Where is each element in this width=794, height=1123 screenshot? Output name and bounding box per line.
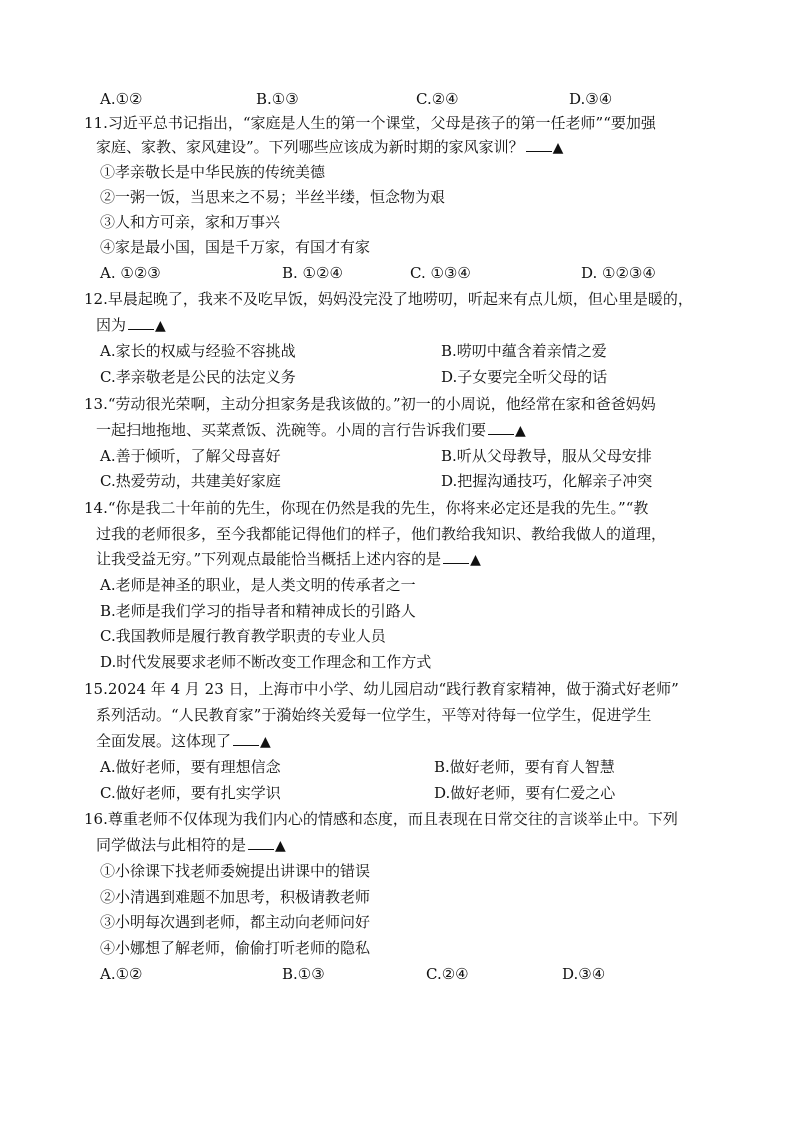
previous-question-options xyxy=(0,87,794,111)
option-a: A. ①②③ xyxy=(100,264,161,282)
statement-item: ④家是最小国，国是千万家，有国才有家 xyxy=(100,238,371,256)
question-stem xyxy=(96,313,166,338)
blank-triangle-icon: ▲ xyxy=(552,140,564,156)
option-b: B.唠叨中蕴含着亲情之爱 xyxy=(441,342,607,360)
answer-blank xyxy=(488,420,514,435)
question-stem: 15.2024 年 4 月 23 日，上海市中小学、幼儿园启动“践行教育家精神，做于漪式好老师” xyxy=(84,680,679,698)
option-d: D.时代发展要求老师不断改变工作理念和工作方式 xyxy=(100,653,432,671)
option-a: A.①② xyxy=(100,965,143,983)
answer-blank xyxy=(248,835,274,850)
question-options xyxy=(0,469,794,493)
stem-text: 让我受益无穷。”下列观点最能恰当概括上述内容的是 xyxy=(96,550,442,568)
option-b: B. ①②④ xyxy=(282,264,343,282)
question-options xyxy=(0,261,794,285)
question-options xyxy=(0,365,794,389)
answer-blank xyxy=(526,137,552,152)
statement-item: ②一粥一饭，当思来之不易；半丝半缕，恒念物为艰 xyxy=(100,188,446,206)
question-options xyxy=(0,962,794,986)
statement-item: ①小徐课下找老师委婉提出讲课中的错误 xyxy=(100,862,371,880)
statement-item: ④小娜想了解老师，偷偷打听老师的隐私 xyxy=(100,939,371,957)
option-d: D.把握沟通技巧，化解亲子冲突 xyxy=(441,472,653,490)
blank-triangle-icon: ▲ xyxy=(155,318,166,334)
option-a: A.家长的权威与经验不容挑战 xyxy=(100,342,296,360)
option-a: A.老师是神圣的职业，是人类文明的传承者之一 xyxy=(100,576,416,594)
option-b: B.①③ xyxy=(256,90,299,108)
option-c: C.我国教师是履行教育教学职责的专业人员 xyxy=(100,627,386,645)
question-stem xyxy=(96,833,286,858)
question-options xyxy=(0,444,794,468)
question-stem: 过我的老师很多，至今我都能记得他们的样子，他们教给我知识、教给我做人的道理， xyxy=(96,525,667,543)
option-c: C.②④ xyxy=(426,965,469,983)
question-stem xyxy=(96,729,271,754)
blank-triangle-icon: ▲ xyxy=(260,734,271,750)
stem-text: 一起扫地拖地、买菜煮饭、洗碗等。小周的言行告诉我们要 xyxy=(96,421,487,439)
option-d: D. ①②③④ xyxy=(581,264,656,282)
statement-item: ③小明每次遇到老师，都主动向老师问好 xyxy=(100,913,371,931)
option-d: D.子女要完全听父母的话 xyxy=(441,368,608,386)
question-stem: 12.早晨起晚了，我来不及吃早饭，妈妈没完没了地唠叨，听起来有点儿烦，但心里是暖的， xyxy=(84,290,693,308)
question-stem xyxy=(96,547,481,572)
blank-triangle-icon: ▲ xyxy=(515,423,526,439)
option-c: C.②④ xyxy=(416,90,459,108)
stem-text: 全面发展。这体现了 xyxy=(96,732,232,750)
question-stem: 16.尊重老师不仅体现为我们内心的情感和态度，而且表现在日常交往的言谈举止中。下列 xyxy=(84,810,678,828)
option-c: C.孝亲敬老是公民的法定义务 xyxy=(100,368,296,386)
option-a: A.做好老师，要有理想信念 xyxy=(100,758,281,776)
stem-text: 家庭、家教、家风建设”。下列哪些应该成为新时期的家风家训？ xyxy=(96,138,524,156)
option-a: A.①② xyxy=(100,90,143,108)
option-b: B.老师是我们学习的指导者和精神成长的引路人 xyxy=(100,602,416,620)
answer-blank xyxy=(233,731,259,746)
option-c: C.做好老师，要有扎实学识 xyxy=(100,784,281,802)
option-d: D.做好老师，要有仁爱之心 xyxy=(434,784,616,802)
question-stem: 14.“你是我二十年前的先生，你现在仍然是我的先生，你将来必定还是我的先生。”“教 xyxy=(84,499,649,517)
option-b: B.听从父母教导，服从父母安排 xyxy=(441,447,652,465)
option-c: C.热爱劳动，共建美好家庭 xyxy=(100,472,281,490)
option-a: A.善于倾听，了解父母喜好 xyxy=(100,447,281,465)
question-stem xyxy=(96,418,526,443)
answer-blank xyxy=(128,315,154,330)
question-stem xyxy=(96,135,563,160)
question-stem: 13.“劳动很光荣啊，主动分担家务是我该做的。”初一的小周说，他经常在家和爸爸妈妈 xyxy=(84,395,656,413)
stem-text: 同学做法与此相符的是 xyxy=(96,836,247,854)
option-b: B.①③ xyxy=(282,965,325,983)
question-options xyxy=(0,339,794,363)
option-b: B.做好老师，要有育人智慧 xyxy=(434,758,615,776)
question-stem: 11.习近平总书记指出，“家庭是人生的第一个课堂，父母是孩子的第一任老师”“要加强 xyxy=(84,114,656,132)
statement-item: ③人和方可亲，家和万事兴 xyxy=(100,213,281,231)
option-d: D.③④ xyxy=(562,965,606,983)
stem-text: 因为 xyxy=(96,316,127,334)
statement-item: ②小清遇到难题不加思考，积极请教老师 xyxy=(100,888,371,906)
question-stem: 系列活动。“人民教育家”于漪始终关爱每一位学生，平等对待每一位学生，促进学生 xyxy=(96,706,652,724)
answer-blank xyxy=(443,549,469,564)
blank-triangle-icon: ▲ xyxy=(470,552,481,568)
statement-item: ①孝亲敬长是中华民族的传统美德 xyxy=(100,163,326,181)
question-options xyxy=(0,755,794,779)
option-c: C. ①③④ xyxy=(410,264,471,282)
blank-triangle-icon: ▲ xyxy=(275,838,286,854)
question-options xyxy=(0,781,794,805)
option-d: D.③④ xyxy=(569,90,613,108)
